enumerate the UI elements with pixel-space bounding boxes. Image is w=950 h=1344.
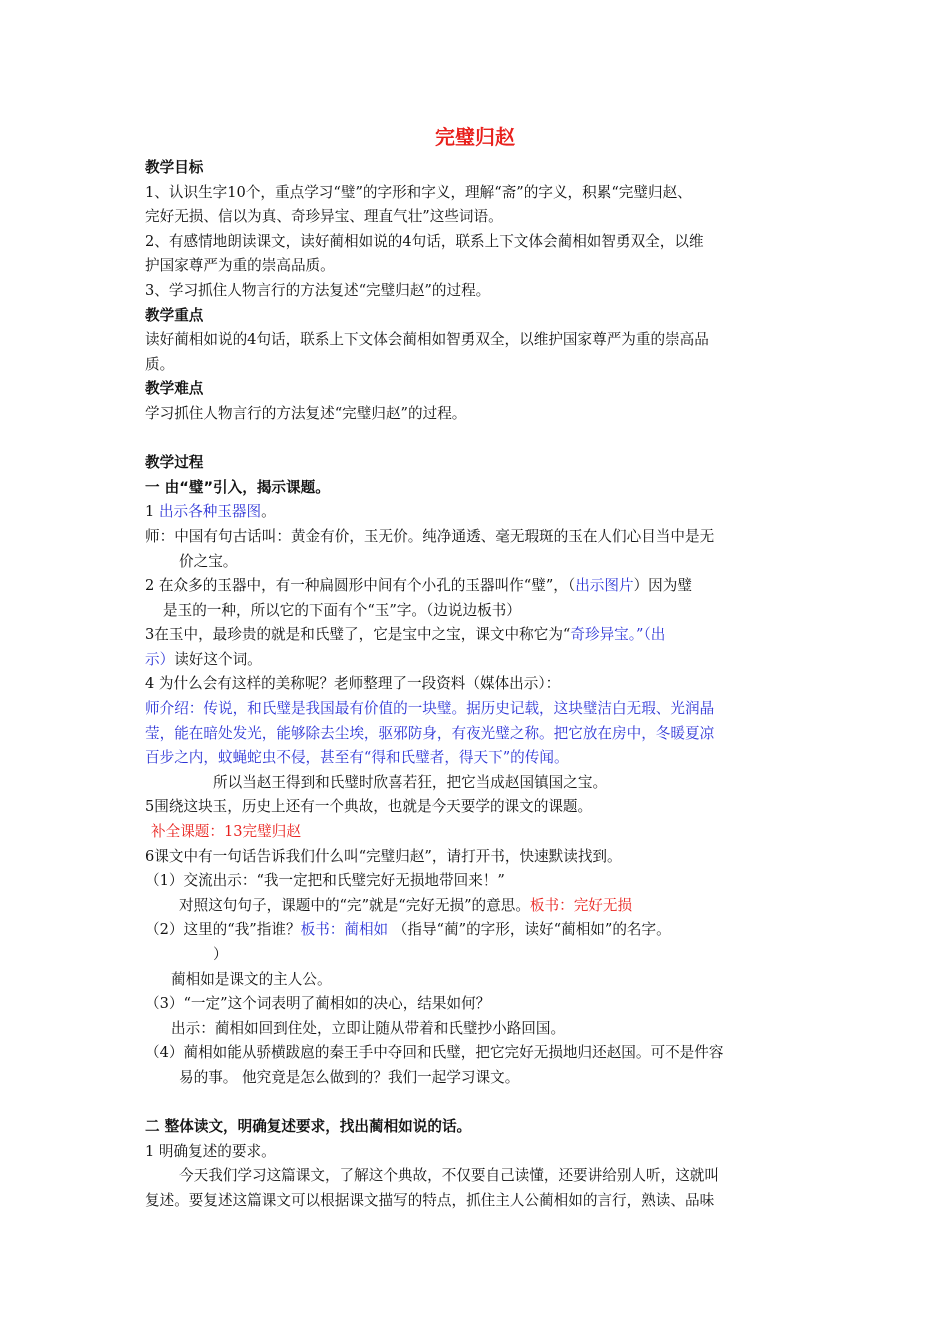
key-points-heading: 教学重点 <box>145 306 204 324</box>
difficulty-text: 学习抓住人物言行的方法复述“完璧归赵”的过程。 <box>145 404 467 422</box>
sub-step-2 <box>145 918 825 943</box>
sub-step-4-line-2: 易的事。 他究竟是怎么做到的？我们一起学习课文。 <box>179 1068 520 1086</box>
step-3-note: 奇珍异宝。”（出 <box>570 626 666 644</box>
step-3-text-a: 3在玉中，最珍贵的就是和氏璧了，它是宝中之宝，课文中称它为“ <box>145 626 571 644</box>
step-2-text-a: 2 在众多的玉器中，有一种扁圆形中间有个小孔的玉器叫作“璧”，（ <box>145 577 576 595</box>
goal-1-line-1: 1、认识生字10个，重点学习“璧”的字形和字义，理解“斋”的字义，积累“完璧归赵、 <box>145 183 692 201</box>
step-3-note-end: 示） <box>145 650 175 668</box>
sub-step-1-detail <box>145 894 825 919</box>
intro-line-1: 师介绍：传说，和氏璧是我国最有价值的一块璧。据历史记载，这块璧洁白无瑕、光润晶 <box>145 700 715 718</box>
intro-line-3: 百步之内，蚊蝇蛇虫不侵，甚至有“得和氏璧者，得天下”的传闻。 <box>145 749 569 767</box>
step-3-line-2 <box>145 648 825 673</box>
part-1-heading: 一 由“璧”引入，揭示课题。 <box>145 478 330 496</box>
board-note-2: 板书：蔺相如 <box>300 921 389 939</box>
sub-step-3: （3）“一定”这个词表明了蔺相如的决心，结果如何？ <box>145 995 491 1013</box>
spacer <box>145 1091 825 1116</box>
key-points-line-1: 读好蔺相如说的4句话，联系上下文体会蔺相如智勇双全，以维护国家尊严为重的崇高品 <box>145 331 709 349</box>
step-1-end: 。 <box>261 503 276 521</box>
sub-step-1-text: 对照这句句子，课题中的“完”就是“完好无损”的意思。 <box>179 896 530 914</box>
step-1-note: 出示各种玉器图 <box>158 503 262 521</box>
difficulty-heading: 教学难点 <box>145 380 204 398</box>
step-2-line-1 <box>145 574 825 599</box>
sub-step-3-detail: 出示：蔺相如回到住处，立即让随从带着和氏璧抄小路回国。 <box>171 1019 566 1037</box>
process-heading: 教学过程 <box>145 454 204 472</box>
step-3-text-b: 读好这个词。 <box>174 650 262 668</box>
intro-line-4: 所以当赵王得到和氏璧时欣喜若狂，把它当成赵国镇国之宝。 <box>213 773 608 791</box>
supplement-title: 补全课题：13完璧归赵 <box>151 823 301 841</box>
sub-step-1: （1）交流出示：“我一定把和氏璧完好无损地带回来！” <box>145 872 505 890</box>
sub-step-2-text-b: （指导“蔺”的字形，读好“蔺相如”的名字。 <box>388 921 671 939</box>
key-points-line-2: 质。 <box>145 355 175 373</box>
step-3-line-1 <box>145 623 825 648</box>
sub-step-2-detail: 蔺相如是课文的主人公。 <box>171 970 332 988</box>
teacher-line-2: 价之宝。 <box>179 552 238 570</box>
part-2-step-1: 1 明确复述的要求。 <box>145 1142 276 1160</box>
sub-step-4-line-1: （4）蔺相如能从骄横跋扈的秦王手中夺回和氏璧，把它完好无损地归还赵国。可不是件容 <box>145 1044 724 1062</box>
part-2-para-line-1: 今天我们学习这篇课文，了解这个典故，不仅要自己读懂，还要讲给别人听，这就叫 <box>179 1167 719 1185</box>
step-1 <box>145 500 825 525</box>
sub-step-2-close: ） <box>213 946 228 963</box>
intro-line-2: 莹，能在暗处发光，能够除去尘埃，驱邪防身，有夜光璧之称。把它放在房中，冬暖夏凉 <box>145 724 715 742</box>
goal-3: 3、学习抓住人物言行的方法复述“完璧归赵”的过程。 <box>145 281 491 299</box>
part-2-para-line-2: 复述。要复述这篇课文可以根据课文描写的特点，抓住主人公蔺相如的言行，熟读、品味 <box>145 1191 715 1209</box>
goal-1-line-2: 完好无损、信以为真、奇珍异宝、理直气壮”这些词语。 <box>145 208 503 226</box>
document-title: 完璧归赵 <box>435 125 515 149</box>
sub-step-2-text-a: （2）这里的“我”指谁？ <box>145 921 301 939</box>
step-2-note: 出示图片 <box>575 577 634 595</box>
spacer <box>145 427 825 452</box>
goal-2-line-2: 护国家尊严为重的崇高品质。 <box>145 257 335 275</box>
goals-heading: 教学目标 <box>145 159 204 176</box>
goal-2-line-1: 2、有感情地朗读课文，读好蔺相如说的4句话，联系上下文体会蔺相如智勇双全，以维 <box>145 232 704 250</box>
step-2-line-2: 是玉的一种，所以它的下面有个“玉”字。（边说边板书） <box>163 601 521 619</box>
teacher-line-1: 师：中国有句古话叫：黄金有价，玉无价。纯净通透、毫无瑕斑的玉在人们心目当中是无 <box>145 527 715 545</box>
step-6: 6课文中有一句话告诉我们什么叫“完璧归赵”，请打开书，快速默读找到。 <box>145 847 622 865</box>
board-note-1: 板书：完好无损 <box>529 896 633 914</box>
step-1-number: 1 <box>145 503 159 521</box>
step-2-text-b: ）因为璧 <box>633 577 692 595</box>
document-page <box>145 120 825 1214</box>
step-4: 4 为什么会有这样的美称呢？老师整理了一段资料（媒体出示）： <box>145 675 561 693</box>
part-2-heading: 二 整体读文，明确复述要求，找出蔺相如说的话。 <box>145 1118 472 1136</box>
step-5: 5围绕这块玉，历史上还有一个典故，也就是今天要学的课文的课题。 <box>145 798 593 816</box>
